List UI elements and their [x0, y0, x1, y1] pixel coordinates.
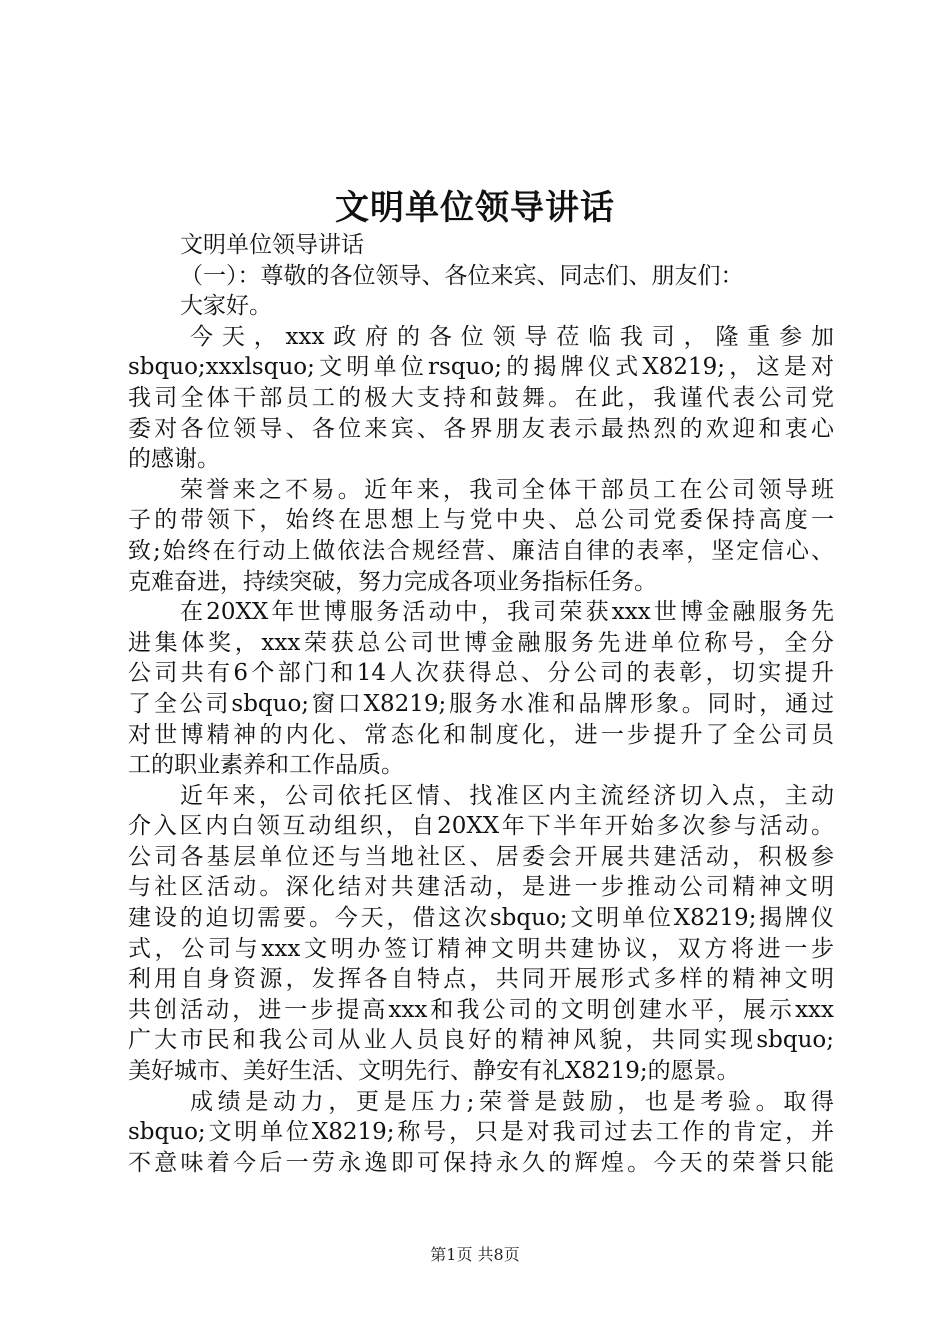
body-line: 建设的迫切需要。今天，借这次sbquo;文明单位X8219;揭牌仪 [128, 905, 834, 932]
body-line: 美好城市、美好生活、文明先行、静安有礼X8219;的愿景。 [128, 1058, 740, 1085]
body-line: 克难奋进，持续突破，努力完成各项业务指标任务。 [128, 568, 657, 595]
body-line: 在20XX年世博服务活动中，我司荣获xxx世博金融服务先 [180, 599, 834, 626]
body-line: 的感谢。 [128, 446, 220, 473]
body-line: 公司各基层单位还与当地社区、居委会开展共建活动，积极参 [128, 843, 834, 870]
body-line: 近年来，公司依托区情、找准区内主流经济切入点，主动 [180, 782, 834, 809]
body-line: sbquo;文明单位X8219;称号，只是对我司过去工作的肯定，并 [128, 1119, 834, 1146]
body-line: 委对各位领导、各位来宾、各界朋友表示最热烈的欢迎和衷心 [128, 415, 834, 442]
body-line: 成绩是动力，更是压力;荣誉是鼓励，也是考验。取得 [190, 1088, 834, 1115]
body-line: 大家好。 [180, 293, 272, 320]
body-line: 了全公司sbquo;窗口X8219;服务水准和品牌形象。同时，通过 [128, 690, 834, 717]
body-line: 公司共有6个部门和14人次获得总、分公司的表彰，切实提升 [128, 660, 834, 687]
body-line: 子的带领下，始终在思想上与党中央、总公司党委保持高度一 [128, 507, 834, 534]
body-line: 对世博精神的内化、常态化和制度化，进一步提升了全公司员 [128, 721, 834, 748]
body-line: 广大市民和我公司从业人员良好的精神风貌，共同实现sbquo; [128, 1027, 834, 1054]
body-line: sbquo;xxxlsquo;文明单位rsquo;的揭牌仪式X8219;，这是对 [128, 354, 834, 381]
body-line: 与社区活动。深化结对共建活动，是进一步推动公司精神文明 [128, 874, 834, 901]
body-line: 荣誉来之不易。近年来，我司全体干部员工在公司领导班 [180, 476, 834, 503]
body-line: 致;始终在行动上做依法合规经营、廉洁自律的表率，坚定信心、 [128, 537, 834, 564]
body-line: 介入区内白领互动组织，自20XX年下半年开始多次参与活动。 [128, 813, 834, 840]
body-line: 今天，xxx政府的各位领导莅临我司，隆重参加 [190, 323, 834, 350]
body-line: 我司全体干部员工的极大支持和鼓舞。在此，我谨代表公司党 [128, 384, 834, 411]
body-line: 共创活动，进一步提高xxx和我公司的文明创建水平，展示xxx [128, 996, 834, 1023]
body-line: 利用自身资源，发挥各自特点，共同开展形式多样的精神文明 [128, 966, 834, 993]
body-line: 文明单位领导讲话 [180, 232, 364, 258]
body-line: 进集体奖，xxx荣获总公司世博金融服务先进单位称号，全分 [128, 629, 834, 656]
body-line: 工的职业素养和工作品质。 [128, 752, 404, 779]
body-line: 不意味着今后一劳永逸即可保持永久的辉煌。今天的荣誉只能 [128, 1149, 834, 1176]
document-body [128, 230, 834, 1178]
document-title: 文明单位领导讲话 [335, 188, 615, 228]
body-line: 式，公司与xxx文明办签订精神文明共建协议，双方将进一步 [128, 935, 834, 962]
body-line: （一）：尊敬的各位领导、各位来宾、同志们、朋友们： [180, 262, 744, 289]
page-footer: 第1页 共8页 [430, 1245, 520, 1264]
